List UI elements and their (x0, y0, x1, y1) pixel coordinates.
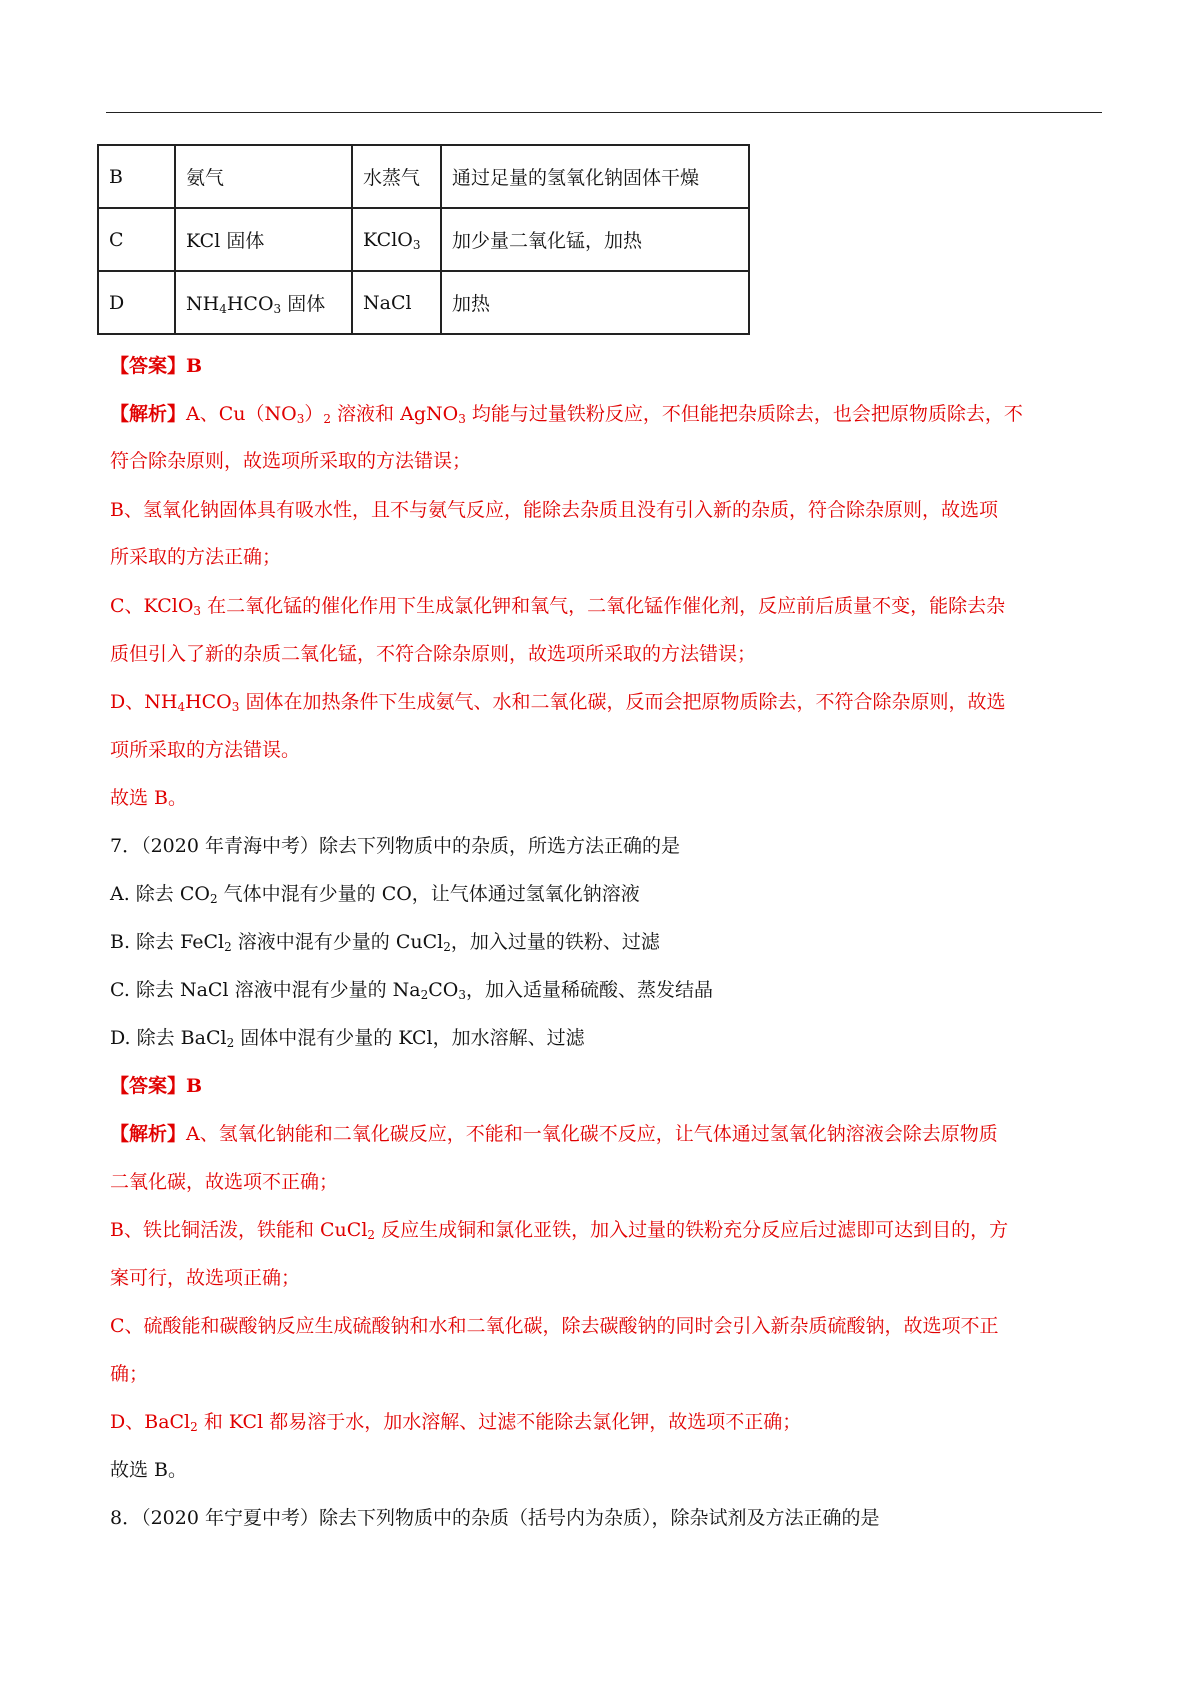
header-rule (106, 112, 1102, 113)
cell-method: 通过足量的氢氧化钠固体干燥 (441, 145, 749, 208)
q6-analysis-line: 所采取的方法正确； (110, 546, 282, 568)
table-row (98, 145, 749, 208)
cell-impurity: 水蒸气 (352, 145, 441, 208)
q6-answer: 【答案】B (110, 355, 203, 377)
cell-substance: 氨气 (175, 145, 352, 208)
q6-analysis-line: 符合除杂原则，故选项所采取的方法错误； (110, 450, 472, 472)
cell-method: 加热 (441, 271, 749, 334)
cell-substance: $NH_4HCO_3$ 固体 (175, 271, 352, 334)
q7-analysis-line: C、硫酸能和碳酸钠反应生成硫酸钠和水和二氧化碳，除去碳酸钠的同时会引入新杂质硫酸钠，故选项不正 (110, 1315, 999, 1337)
cell-impurity: KClO$_3$ (352, 208, 441, 271)
q7-analysis-line: 确； (110, 1363, 149, 1385)
q7-analysis-line: 【解析】A、氢氧化钠能和二氧化碳反应，不能和一氧化碳不反应，让气体通过氢氧化钠溶液会除去原物质 (110, 1123, 998, 1145)
impurity-table (97, 144, 750, 335)
cell-option: C (98, 208, 175, 271)
cell-substance: KCl 固体 (175, 208, 352, 271)
q7-option-b: B. 除去 FeCl$_2$ 溶液中混有少量的 CuCl$_2$，加入过量的铁粉、过滤 (110, 931, 660, 954)
cell-method: 加少量二氧化锰，加热 (441, 208, 749, 271)
q6-analysis-line: 质但引入了新的杂质二氧化锰，不符合除杂原则，故选项所采取的方法错误； (110, 643, 757, 665)
q7-conclusion: 故选 B。 (110, 1459, 188, 1481)
cell-impurity: NaCl (352, 271, 441, 334)
q6-analysis-line: C、KClO$_3$ 在二氧化锰的催化作用下生成氯化钾和氧气，二氧化锰作催化剂，反应前后质量不变，能除去杂 (110, 595, 1006, 618)
q8-stem: 8．（2020 年宁夏中考）除去下列物质中的杂质（括号内为杂质），除杂试剂及方法正确的是 (110, 1507, 880, 1529)
q7-analysis-line: B、铁比铜活泼，铁能和 CuCl$_2$ 反应生成铜和氯化亚铁，加入过量的铁粉充分反应后过滤即可达到目的，方 (110, 1219, 1009, 1242)
q7-answer: 【答案】B (110, 1075, 203, 1097)
q7-option-c: C. 除去 NaCl 溶液中混有少量的 $Na_2CO_3$，加入适量稀硫酸、蒸发结晶 (110, 979, 714, 1002)
q7-option-a: A. 除去 $CO_2$ 气体中混有少量的 CO，让气体通过氢氧化钠溶液 (110, 883, 640, 906)
q7-analysis-line: 二氧化碳，故选项不正确； (110, 1171, 339, 1193)
q6-analysis-line: D、$NH_4HCO_3$ 固体在加热条件下生成氨气、水和二氧化碳，反而会把原物质除去，不符合除杂原则，故选 (110, 691, 1006, 714)
q7-stem: 7．（2020 年青海中考）除去下列物质中的杂质，所选方法正确的是 (110, 835, 680, 857)
q7-analysis-line: D、BaCl$_2$ 和 KCl 都易溶于水，加水溶解、过滤不能除去氯化钾，故选项不正确； (110, 1411, 802, 1434)
q6-conclusion: 故选 B。 (110, 787, 188, 809)
q6-analysis-line: 【解析】A、$Cu(NO_3)_2$ 溶液和 AgNO$_3$ 均能与过量铁粉反应，不但能把杂质除去，也会把原物质除去，不 (110, 403, 1023, 426)
q7-analysis-line: 案可行，故选项正确； (110, 1267, 301, 1289)
table-row (98, 271, 749, 334)
q6-analysis-line: 项所采取的方法错误。 (110, 739, 301, 761)
q6-analysis-line: B、氢氧化钠固体具有吸水性，且不与氨气反应，能除去杂质且没有引入新的杂质，符合除杂原则，故选项 (110, 499, 998, 521)
table-row (98, 208, 749, 271)
q7-option-d: D. 除去 BaCl$_2$ 固体中混有少量的 KCl，加水溶解、过滤 (110, 1027, 585, 1050)
cell-option: D (98, 271, 175, 334)
cell-option: B (98, 145, 175, 208)
